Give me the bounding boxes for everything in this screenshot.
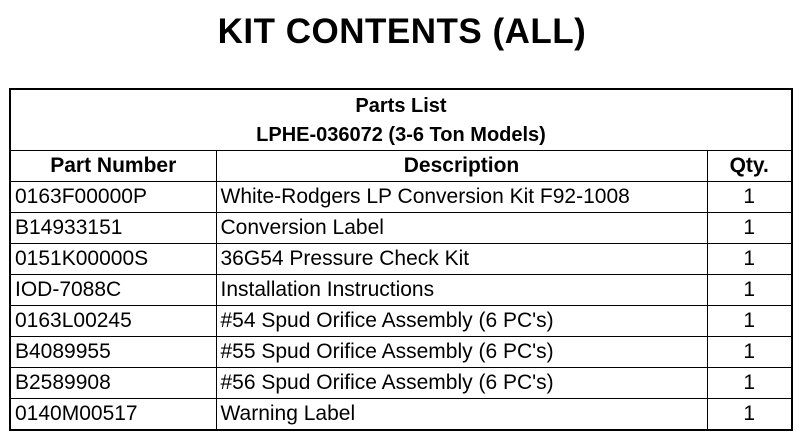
table-row xyxy=(10,399,792,431)
part-number-cell: 0163F00000P xyxy=(10,182,216,213)
table-row xyxy=(10,182,792,213)
description-cell: Conversion Label xyxy=(216,213,707,244)
parts-list-table xyxy=(9,88,793,431)
description-cell: White-Rodgers LP Conversion Kit F92-1008 xyxy=(216,182,707,213)
part-number-cell: B4089955 xyxy=(10,337,216,368)
description-cell: Installation Instructions xyxy=(216,275,707,306)
part-number-cell: IOD-7088C xyxy=(10,275,216,306)
qty-cell: 1 xyxy=(707,182,792,213)
table-row xyxy=(10,368,792,399)
part-number-cell: B14933151 xyxy=(10,213,216,244)
header-qty: Qty. xyxy=(707,151,792,182)
caption-model: LPHE-036072 (3-6 Ton Models) xyxy=(256,124,546,146)
table-row xyxy=(10,213,792,244)
table-row xyxy=(10,244,792,275)
table-caption xyxy=(10,89,792,151)
qty-cell: 1 xyxy=(707,213,792,244)
description-cell: #54 Spud Orifice Assembly (6 PC's) xyxy=(216,306,707,337)
part-number-cell: 0151K00000S xyxy=(10,244,216,275)
qty-cell: 1 xyxy=(707,244,792,275)
table-row xyxy=(10,337,792,368)
table-row xyxy=(10,275,792,306)
description-cell: #56 Spud Orifice Assembly (6 PC's) xyxy=(216,368,707,399)
table-caption-row xyxy=(10,89,792,151)
part-number-cell: 0163L00245 xyxy=(10,306,216,337)
page-title: KIT CONTENTS (ALL) xyxy=(217,12,587,51)
qty-cell: 1 xyxy=(707,275,792,306)
qty-cell: 1 xyxy=(707,368,792,399)
part-number-cell: B2589908 xyxy=(10,368,216,399)
description-cell: #55 Spud Orifice Assembly (6 PC's) xyxy=(216,337,707,368)
header-description: Description xyxy=(216,151,707,182)
description-cell: 36G54 Pressure Check Kit xyxy=(216,244,707,275)
header-part-number: Part Number xyxy=(10,151,216,182)
description-cell: Warning Label xyxy=(216,399,707,431)
caption-title: Parts List xyxy=(355,95,447,117)
table-row xyxy=(10,306,792,337)
qty-cell: 1 xyxy=(707,306,792,337)
part-number-cell: 0140M00517 xyxy=(10,399,216,431)
qty-cell: 1 xyxy=(707,399,792,431)
qty-cell: 1 xyxy=(707,337,792,368)
table-header-row xyxy=(10,151,792,182)
